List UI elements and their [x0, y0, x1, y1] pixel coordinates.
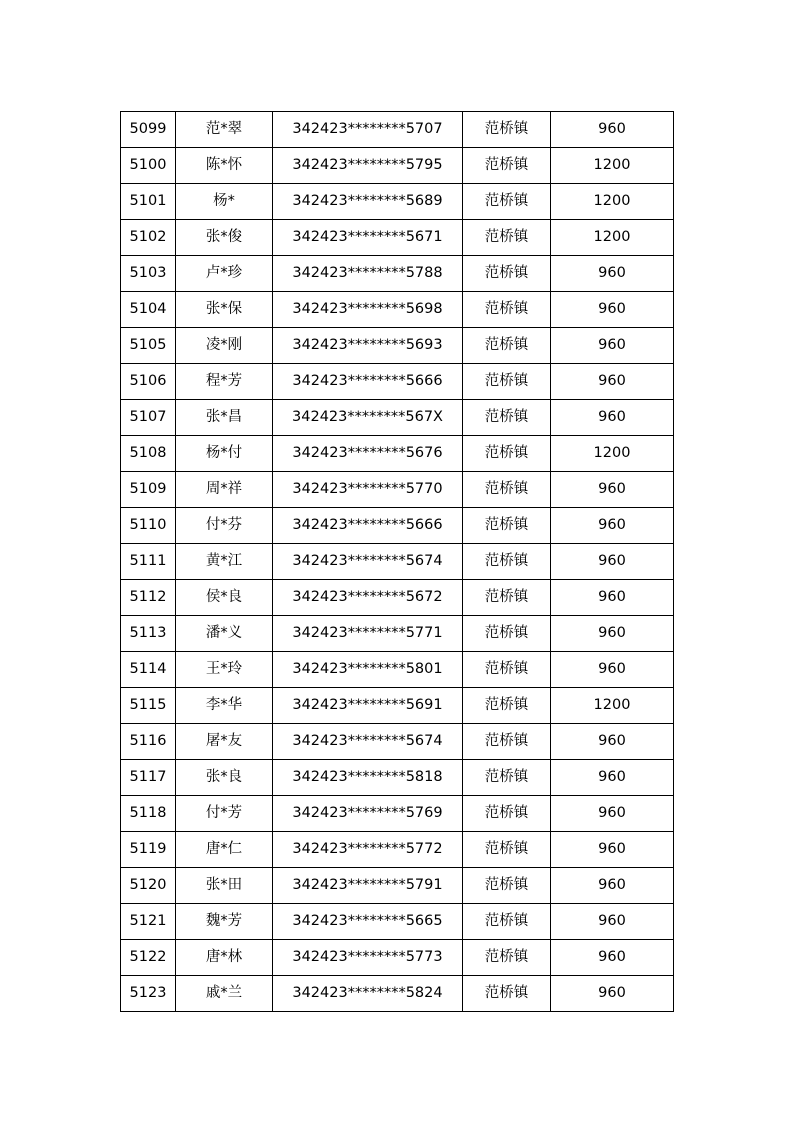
- cell-name: 王*玲: [176, 652, 273, 688]
- cell-id: 342423********5689: [273, 184, 463, 220]
- cell-town: 范桥镇: [463, 184, 551, 220]
- cell-id: 342423********5666: [273, 364, 463, 400]
- cell-town: 范桥镇: [463, 256, 551, 292]
- cell-amount: 960: [551, 256, 674, 292]
- cell-amount: 960: [551, 796, 674, 832]
- cell-town: 范桥镇: [463, 868, 551, 904]
- cell-seq: 5100: [121, 148, 176, 184]
- cell-id: 342423********5693: [273, 328, 463, 364]
- cell-amount: 960: [551, 940, 674, 976]
- roster-table: [120, 111, 674, 1012]
- cell-name: 侯*良: [176, 580, 273, 616]
- cell-seq: 5104: [121, 292, 176, 328]
- cell-id: 342423********5801: [273, 652, 463, 688]
- cell-town: 范桥镇: [463, 472, 551, 508]
- cell-amount: 960: [551, 112, 674, 148]
- cell-town: 范桥镇: [463, 580, 551, 616]
- table-row: [121, 976, 674, 1012]
- cell-name: 魏*芳: [176, 904, 273, 940]
- table-row: [121, 724, 674, 760]
- cell-town: 范桥镇: [463, 436, 551, 472]
- cell-town: 范桥镇: [463, 976, 551, 1012]
- cell-amount: 1200: [551, 184, 674, 220]
- cell-name: 张*保: [176, 292, 273, 328]
- cell-id: 342423********5795: [273, 148, 463, 184]
- table-row: [121, 184, 674, 220]
- table-row: [121, 940, 674, 976]
- cell-name: 李*华: [176, 688, 273, 724]
- cell-name: 屠*友: [176, 724, 273, 760]
- cell-seq: 5101: [121, 184, 176, 220]
- cell-seq: 5107: [121, 400, 176, 436]
- roster-body: [121, 112, 674, 1012]
- cell-amount: 1200: [551, 688, 674, 724]
- cell-id: 342423********5674: [273, 544, 463, 580]
- cell-name: 黄*江: [176, 544, 273, 580]
- cell-seq: 5105: [121, 328, 176, 364]
- cell-name: 付*芳: [176, 796, 273, 832]
- cell-id: 342423********5769: [273, 796, 463, 832]
- cell-name: 付*芬: [176, 508, 273, 544]
- cell-id: 342423********5770: [273, 472, 463, 508]
- table-row: [121, 652, 674, 688]
- cell-id: 342423********5691: [273, 688, 463, 724]
- cell-amount: 960: [551, 724, 674, 760]
- cell-id: 342423********5791: [273, 868, 463, 904]
- cell-seq: 5111: [121, 544, 176, 580]
- cell-seq: 5122: [121, 940, 176, 976]
- cell-id: 342423********5674: [273, 724, 463, 760]
- cell-amount: 960: [551, 508, 674, 544]
- cell-name: 张*昌: [176, 400, 273, 436]
- cell-id: 342423********5672: [273, 580, 463, 616]
- cell-seq: 5110: [121, 508, 176, 544]
- cell-amount: 1200: [551, 436, 674, 472]
- cell-town: 范桥镇: [463, 724, 551, 760]
- cell-seq: 5116: [121, 724, 176, 760]
- cell-amount: 960: [551, 328, 674, 364]
- cell-amount: 960: [551, 904, 674, 940]
- cell-name: 杨*: [176, 184, 273, 220]
- cell-id: 342423********5671: [273, 220, 463, 256]
- cell-amount: 960: [551, 652, 674, 688]
- cell-name: 戚*兰: [176, 976, 273, 1012]
- cell-name: 陈*怀: [176, 148, 273, 184]
- table-row: [121, 472, 674, 508]
- table-row: [121, 364, 674, 400]
- table-row: [121, 220, 674, 256]
- cell-seq: 5120: [121, 868, 176, 904]
- cell-seq: 5117: [121, 760, 176, 796]
- cell-name: 张*田: [176, 868, 273, 904]
- cell-id: 342423********5707: [273, 112, 463, 148]
- cell-id: 342423********5665: [273, 904, 463, 940]
- cell-town: 范桥镇: [463, 148, 551, 184]
- cell-town: 范桥镇: [463, 508, 551, 544]
- cell-amount: 960: [551, 292, 674, 328]
- cell-id: 342423********5771: [273, 616, 463, 652]
- table-row: [121, 292, 674, 328]
- cell-seq: 5103: [121, 256, 176, 292]
- cell-seq: 5119: [121, 832, 176, 868]
- cell-seq: 5112: [121, 580, 176, 616]
- cell-seq: 5115: [121, 688, 176, 724]
- table-row: [121, 796, 674, 832]
- cell-name: 潘*义: [176, 616, 273, 652]
- cell-name: 张*俊: [176, 220, 273, 256]
- cell-town: 范桥镇: [463, 652, 551, 688]
- cell-amount: 960: [551, 616, 674, 652]
- table-row: [121, 436, 674, 472]
- cell-town: 范桥镇: [463, 832, 551, 868]
- table-row: [121, 580, 674, 616]
- cell-name: 程*芳: [176, 364, 273, 400]
- table-row: [121, 832, 674, 868]
- table-row: [121, 616, 674, 652]
- table-row: [121, 112, 674, 148]
- cell-town: 范桥镇: [463, 616, 551, 652]
- cell-name: 凌*刚: [176, 328, 273, 364]
- cell-amount: 960: [551, 832, 674, 868]
- cell-id: 342423********5698: [273, 292, 463, 328]
- cell-seq: 5106: [121, 364, 176, 400]
- table-row: [121, 148, 674, 184]
- cell-seq: 5102: [121, 220, 176, 256]
- cell-id: 342423********567X: [273, 400, 463, 436]
- cell-amount: 960: [551, 544, 674, 580]
- cell-town: 范桥镇: [463, 544, 551, 580]
- cell-seq: 5108: [121, 436, 176, 472]
- cell-id: 342423********5772: [273, 832, 463, 868]
- cell-amount: 960: [551, 580, 674, 616]
- cell-amount: 1200: [551, 220, 674, 256]
- cell-amount: 960: [551, 472, 674, 508]
- cell-amount: 960: [551, 364, 674, 400]
- cell-town: 范桥镇: [463, 760, 551, 796]
- table-row: [121, 904, 674, 940]
- cell-town: 范桥镇: [463, 364, 551, 400]
- cell-town: 范桥镇: [463, 292, 551, 328]
- cell-seq: 5099: [121, 112, 176, 148]
- table-row: [121, 400, 674, 436]
- cell-town: 范桥镇: [463, 400, 551, 436]
- cell-seq: 5123: [121, 976, 176, 1012]
- cell-seq: 5118: [121, 796, 176, 832]
- cell-name: 范*翠: [176, 112, 273, 148]
- table-row: [121, 256, 674, 292]
- cell-id: 342423********5818: [273, 760, 463, 796]
- cell-town: 范桥镇: [463, 328, 551, 364]
- cell-id: 342423********5666: [273, 508, 463, 544]
- cell-amount: 960: [551, 400, 674, 436]
- table-row: [121, 760, 674, 796]
- cell-name: 周*祥: [176, 472, 273, 508]
- table-row: [121, 544, 674, 580]
- cell-name: 张*良: [176, 760, 273, 796]
- cell-seq: 5113: [121, 616, 176, 652]
- cell-amount: 960: [551, 868, 674, 904]
- cell-seq: 5109: [121, 472, 176, 508]
- cell-seq: 5114: [121, 652, 176, 688]
- table-row: [121, 508, 674, 544]
- cell-id: 342423********5676: [273, 436, 463, 472]
- cell-town: 范桥镇: [463, 796, 551, 832]
- cell-name: 唐*林: [176, 940, 273, 976]
- cell-town: 范桥镇: [463, 904, 551, 940]
- cell-name: 唐*仁: [176, 832, 273, 868]
- cell-name: 杨*付: [176, 436, 273, 472]
- cell-id: 342423********5773: [273, 940, 463, 976]
- cell-town: 范桥镇: [463, 940, 551, 976]
- table-row: [121, 328, 674, 364]
- cell-seq: 5121: [121, 904, 176, 940]
- cell-id: 342423********5824: [273, 976, 463, 1012]
- cell-town: 范桥镇: [463, 112, 551, 148]
- cell-amount: 960: [551, 760, 674, 796]
- table-row: [121, 868, 674, 904]
- cell-name: 卢*珍: [176, 256, 273, 292]
- cell-amount: 960: [551, 976, 674, 1012]
- cell-amount: 1200: [551, 148, 674, 184]
- cell-town: 范桥镇: [463, 220, 551, 256]
- cell-town: 范桥镇: [463, 688, 551, 724]
- cell-id: 342423********5788: [273, 256, 463, 292]
- table-row: [121, 688, 674, 724]
